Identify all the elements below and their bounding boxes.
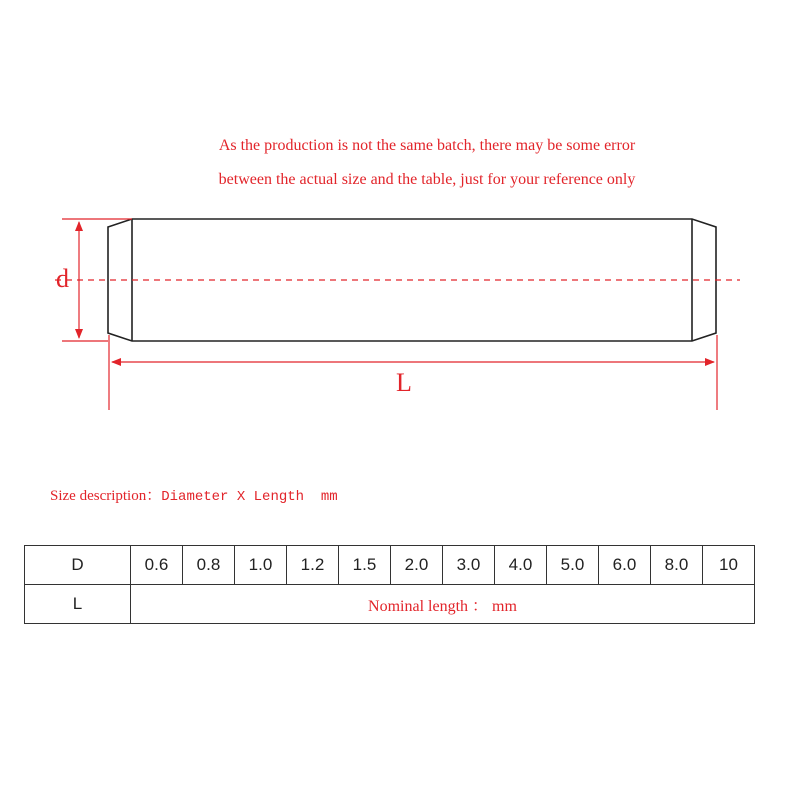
diameter-row (25, 546, 755, 585)
size-description (50, 484, 338, 505)
length-label: L (396, 368, 412, 397)
diameter-cell: 10 (703, 546, 755, 585)
length-row (25, 585, 755, 624)
diameter-cell: 8.0 (651, 546, 703, 585)
diameter-cell: 0.6 (131, 546, 183, 585)
notice-line-1: As the production is not the same batch, there may be some error (218, 137, 636, 154)
diameter-cell: 6.0 (599, 546, 651, 585)
diameter-cell: 5.0 (547, 546, 599, 585)
diameter-cell: 2.0 (391, 546, 443, 585)
length-dimension (109, 335, 717, 410)
diameter-cell: 4.0 (495, 546, 547, 585)
diameter-label: d (56, 264, 69, 293)
nominal-length-cell: Nominal length ： mm (131, 585, 755, 624)
size-description-prefix: Size description： (50, 488, 162, 504)
diameter-cell: 1.2 (287, 546, 339, 585)
diameter-cell: 1.5 (339, 546, 391, 585)
size-description-spec: Diameter X Length mm (161, 489, 338, 505)
diameter-cell: 1.0 (235, 546, 287, 585)
notice-line-2: between the actual size and the table, just for your reference only (218, 171, 636, 188)
size-table (24, 545, 755, 624)
length-row-header: L (25, 585, 131, 624)
diameter-row-header: D (25, 546, 131, 585)
diameter-cell: 0.8 (183, 546, 235, 585)
diameter-cell: 3.0 (443, 546, 495, 585)
